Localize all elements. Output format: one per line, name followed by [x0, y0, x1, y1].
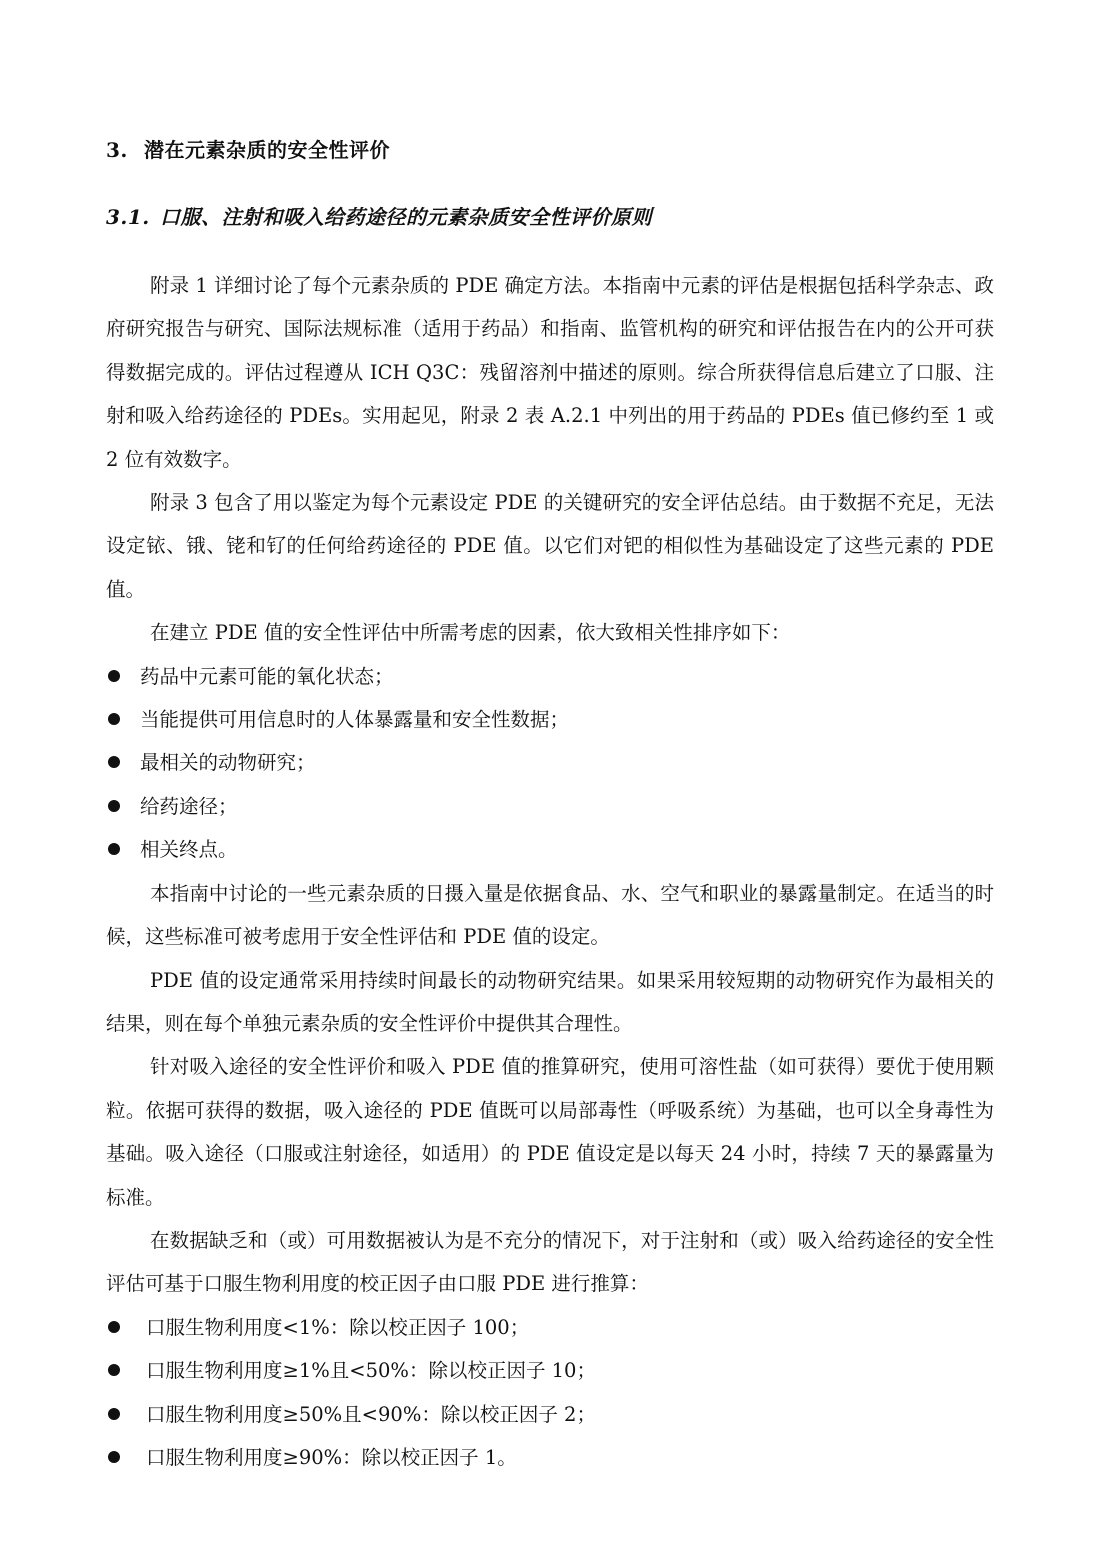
- correction-factor-list: [106, 1306, 994, 1480]
- list-item-text: 口服生物利用度≥50%且<90%：除以校正因子 2；: [146, 1402, 596, 1426]
- bullet-icon: [108, 670, 120, 682]
- bullet-icon: [108, 713, 120, 725]
- paragraph: 附录 1 详细讨论了每个元素杂质的 PDE 确定方法。本指南中元素的评估是根据包括科学杂志、政府研究报告与研究、国际法规标准（适用于药品）和指南、监管机构的研究和评估报告在内的公开可获得数据完成的。评估过程遵从 ICH Q3C：残留溶剂中描述的原则。综合所获得信息后建立了口服、注射和吸入给药途径的 PDEs。实用起见，附录 2 表 A.2.1 中列出的用于药品的 PDEs 值已修约至 1 或 2 位有效数字。: [106, 274, 994, 471]
- section-number: 3.: [106, 138, 128, 162]
- list-item-text: 相关终点。: [140, 838, 238, 862]
- list-item: [106, 1436, 994, 1479]
- paragraph: 附录 3 包含了用以鉴定为每个元素设定 PDE 的关键研究的安全评估总结。由于数据不充足，无法设定铱、锇、铑和钌的任何给药途径的 PDE 值。以它们对钯的相似性为基础设定了这些元素的 PDE 值。: [106, 491, 994, 601]
- paragraph: 针对吸入途径的安全性评价和吸入 PDE 值的推算研究，使用可溶性盐（如可获得）要优于使用颗粒。依据可获得的数据，吸入途径的 PDE 值既可以局部毒性（呼吸系统）为基础，也可以全身毒性为基础。吸入途径（口服或注射途径，如适用）的 PDE 值设定是以每天 24 小时，持续 7 天的暴露量为标准。: [106, 1055, 994, 1209]
- section-title: 潜在元素杂质的安全性评价: [144, 138, 390, 162]
- list-item: [106, 785, 994, 828]
- list-item: [106, 655, 994, 698]
- list-item-text: 口服生物利用度≥90%：除以校正因子 1。: [146, 1445, 517, 1469]
- factor-list: [106, 655, 994, 872]
- paragraph: PDE 值的设定通常采用持续时间最长的动物研究结果。如果采用较短期的动物研究作为最相关的结果，则在每个单独元素杂质的安全性评价中提供其合理性。: [106, 968, 994, 1035]
- paragraph: 在数据缺乏和（或）可用数据被认为是不充分的情况下，对于注射和（或）吸入给药途径的安全性评估可基于口服生物利用度的校正因子由口服 PDE 进行推算：: [106, 1228, 994, 1296]
- subsection-number: 3.1.: [106, 205, 150, 229]
- list-item: [106, 741, 994, 784]
- list-item-text: 最相关的动物研究；: [140, 751, 316, 775]
- list-item-text: 当能提供可用信息时的人体暴露量和安全性数据；: [140, 708, 570, 732]
- subsection-heading: [106, 201, 652, 230]
- list-item: [106, 698, 994, 741]
- list-item-text: 口服生物利用度≥1%且<50%：除以校正因子 10；: [146, 1359, 596, 1383]
- bullet-icon: [108, 756, 120, 768]
- section-heading: [106, 134, 390, 163]
- list-item-text: 给药途径；: [140, 794, 238, 818]
- body-text: [106, 264, 994, 1479]
- list-item: [106, 1393, 994, 1436]
- bullet-icon: [108, 843, 120, 855]
- subsection-title: 口服、注射和吸入给药途径的元素杂质安全性评价原则: [160, 205, 652, 229]
- bullet-icon: [108, 1408, 120, 1420]
- list-item: [106, 828, 994, 871]
- list-item-text: 药品中元素可能的氧化状态；: [140, 664, 394, 688]
- bullet-icon: [108, 1321, 120, 1333]
- bullet-icon: [108, 800, 120, 812]
- list-item: [106, 1349, 994, 1392]
- paragraph: 本指南中讨论的一些元素杂质的日摄入量是依据食品、水、空气和职业的暴露量制定。在适当的时候，这些标准可被考虑用于安全性评估和 PDE 值的设定。: [106, 881, 994, 949]
- list-item-text: 口服生物利用度<1%：除以校正因子 100；: [146, 1315, 530, 1339]
- bullet-icon: [108, 1364, 120, 1376]
- bullet-icon: [108, 1451, 120, 1463]
- paragraph: 在建立 PDE 值的安全性评估中所需考虑的因素，依大致相关性排序如下：: [150, 621, 791, 645]
- list-item: [106, 1306, 994, 1349]
